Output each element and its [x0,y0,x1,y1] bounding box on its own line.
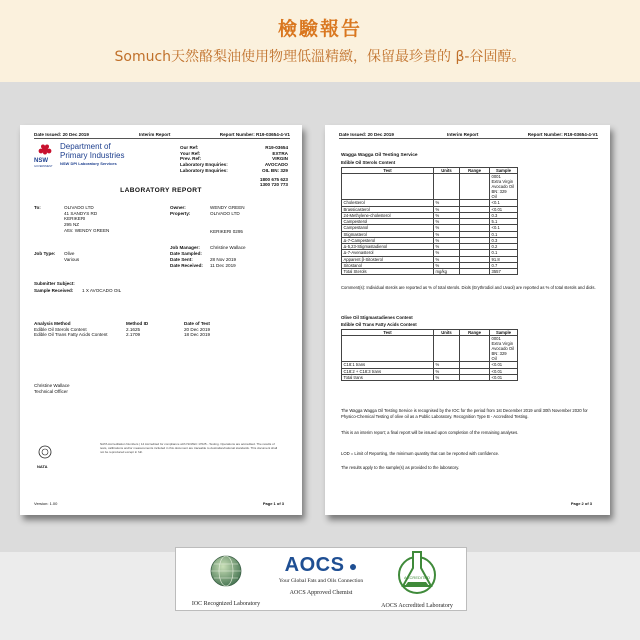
table-row: Stigmasterol % 0.1 [342,231,518,237]
table-row: 0001 Extra Virgin Avocado Oil BN: 329 Oil [342,174,518,200]
date-sent-value: 28 Nov 2019 [210,257,237,262]
documents-area [0,82,640,552]
aocs-caption: AOCS Approved Chemist [289,590,353,596]
trans-fatty-acids-section-title: Edible Oil Trans Fatty Acids Content [341,322,417,327]
date-issued: Date Issued: 20 Dec 2019 [34,132,89,137]
samples-value: 1 X AVOCADO OIL [82,288,122,293]
submitter-label: Submitter Subject: [34,281,75,286]
table-row: Total trans % <0.01 [342,374,518,380]
table-row: Brassicasterol % <0.01 [342,206,518,212]
accredited-ring-text: ACCREDITED [403,575,431,580]
signatory: Christine Wallace Technical Officer [34,383,70,394]
lab-report-page-2 [325,125,610,515]
stigmastadienes-section-title: Olive Oil Stigmastadienes Content [341,315,413,320]
globe-icon [209,554,243,588]
table-row: Δ-7-Campesterol % 0.3 [342,237,518,243]
job-type-values: Olive Various [64,251,80,262]
table-row: Δ-5,23-Stigmastadienol % 0.2 [342,244,518,250]
table-row: Cholesterol % <0.1 [342,200,518,206]
aocs-wordmark: AOCS [284,554,345,576]
date-received-label: Date Received: [170,263,203,268]
title-banner [0,0,640,82]
banner-title: 檢驗報告 [277,18,362,40]
nata-label: NATA [37,464,48,469]
aocs-people-icon: ● [348,558,358,574]
reference-info: Our Ref: R19-03654 Your Ref: EXTRA Prev. Ref: VIRGIN Laboratory Enquiries: AVOCADO Laboratory Enquiries: OIL BN: 329 1800 675 623 1300 720 773 [180,145,288,188]
ioc-caption: IOC Recognized Laboratory [191,601,261,607]
table-row: Campesterol % 5.1 [342,219,518,225]
report-header [34,132,290,139]
analysis-header-row: Analysis Method Method ID Date of Test [34,321,210,326]
aocs-tagline: Your Global Fats and Oils Connection [278,578,364,584]
report-number: Report Number: R19-03654-4-V1 [527,132,598,137]
department-name: Department of Primary Industries NSW DPI Laboratory Services [60,142,125,166]
samples-label: Sample Received: [34,288,74,293]
date-received-value: 11 Dec 2019 [210,263,236,268]
sterols-section-title: Edible Oil Sterols Content [341,160,396,165]
nsw-government-label: GOVERNMENT [34,165,53,168]
page-footer [34,501,288,506]
nsw-label: NSW [34,158,48,164]
report-type: Interim Report [447,132,479,137]
job-manager-value: Christine Wallace [210,245,246,250]
to-label: To: [34,205,41,210]
recipient-address: OLIVADO LTD 41 SANDYS RD KERIKERI 295 NZ Attn: WENDY GREEN [64,205,110,233]
sterols-comment: Comment(s): Individual sterols are reported as % of total sterols. Diols (Erythrodiol and Uvaol) are reported as % of total sterols and diols. [341,285,596,290]
report-type: Interim Report [139,132,171,137]
lab-name: Wagga Wagga Oil Testing Service [341,153,418,158]
table-row: Apparent β-Sitosterol % 91.8 [342,256,518,262]
table-row: 24-Methylene-cholesterol % 0.3 [342,212,518,218]
certification-logos [175,547,467,611]
property-code: KERIKERI 0295 [210,229,243,234]
lab-report-page-1 [20,125,302,515]
date-issued: Date Issued: 20 Dec 2019 [339,132,394,137]
accredited-caption: AOCS Accredited Laboratory [381,603,453,609]
version-label: Version: 1.00 [34,501,58,506]
lod-note: LOD = Limit of Reporting, the minimum quantity that can be reported with confidence. [341,451,500,456]
table-row: Edible Oil Sterols Content 2.1625 20 Dec 2019 [34,326,211,332]
analysis-table [34,321,284,338]
date-sampled-label: Date Sampled: [170,251,202,256]
ioc-recognition-note: The Wagga Wagga Oil Testing Service is recognised by the IOC for the period from 1st December 2019 until 30th November 2020 for Physico-Chemical Testing of olive oil as a Public Laboratory. Recognition Type B - Accredited Testing. [341,408,588,419]
flask-seal-icon [394,550,440,596]
accreditation-note: NATA Accreditation Numbers | 14 Accredited for compliance with ISO/IEC 17025 - Testing. Operations are accredited. The results of tests, calibrations and/or measurements included in this document are traceable to Australian/national standards. This document shall not be reproduced except in full. [100,442,278,454]
ioc-logo [190,554,262,610]
owner-value: WENDY GREEN [210,205,245,210]
table-row: Edible Oil Trans Fatty Acids Content 2.1709 18 Dec 2019 [34,332,211,338]
report-number: Report Number: R19-03654-4-V1 [219,132,290,137]
date-sent-label: Date Sent: [170,257,193,262]
table-row: Total Sterols mg/kg 3557 [342,269,518,275]
laboratory-report-title: LABORATORY REPORT [120,187,202,194]
sterols-table: Test Units Range Sample 0001 Extra Virgin Avocado Oil BN: 329 Oil Cholesterol % <0.1 Brassicasterol % <0.01 24-Methylene-cholesterol % 0.3 Campesterol % 5.1 Campestanol % <0.1 Stigmasterol % 0.1 Δ-7-Campesterol % 0.3 Δ-5,23-Stigmastadienol % 0.2 Δ-7-Avenasterol % 0.1 Apparent β-Sitosterol % 91.8 Sitostanol % 0.7 Total Sterols mg/kg 3557 [341,167,518,275]
property-value: OLIVADO LTD [210,211,240,216]
page-footer [339,501,596,506]
property-label: Property: [170,211,191,216]
table-row: Campestanol % <0.1 [342,225,518,231]
table-row: Sitostanol % 0.7 [342,262,518,268]
job-manager-label: Job Manager: [170,245,200,250]
page-number: Page 2 of 3 [570,501,592,506]
results-apply-note: The results apply to the sample(s) as provided to the laboratory. [341,465,460,470]
nata-logo-icon [34,445,56,463]
job-type-label: Job Type: [34,251,56,256]
interim-note: This is an interim report; a final report will be issued upon completion of the remaining analyses. [341,430,519,435]
table-row: C18:1 trans % <0.01 [342,362,518,368]
owner-label: Owner: [170,205,186,210]
table-row: 0001 Extra Virgin Avocado Oil BN: 329 Oil [342,336,518,362]
report-header [339,132,598,139]
accredited-lab-logo [374,550,460,610]
trans-fatty-acids-table: Test Units Range Sample 0001 Extra Virgin Avocado Oil BN: 329 Oil C18:1 trans % <0.01 C18:2 + C18:3 trans % <0.01 Total trans % <0.01 [341,329,518,381]
table-row: C18:2 + C18:3 trans % <0.01 [342,368,518,374]
table-row: Δ-7-Avenasterol % 0.1 [342,250,518,256]
page-number: Page 1 of 3 [262,501,284,506]
banner-subtitle: Somuch天然酪梨油使用物理低溫精緻，保留最珍貴的 β-谷固醇。 [114,49,526,65]
aocs-logo [276,554,366,610]
